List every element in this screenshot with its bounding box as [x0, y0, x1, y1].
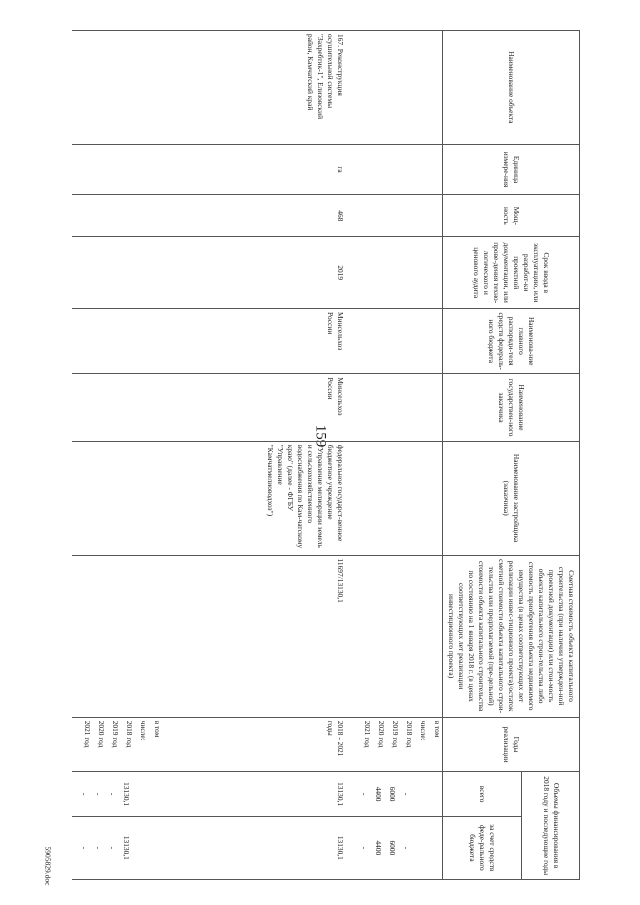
budget-manager-cell: Минсельхоз России — [162, 309, 348, 374]
years-cell: 2018 - 2021 годы — [162, 717, 348, 772]
total-value: - — [108, 792, 118, 796]
total-value: 6000 — [388, 786, 398, 802]
year-label: 2021 год — [363, 720, 373, 748]
federal-value — [411, 820, 425, 876]
total-value: - — [80, 792, 90, 796]
year-label: 2019 год — [111, 720, 121, 748]
federal-value: 13130,1 — [122, 835, 132, 860]
year-label: 2020 год — [97, 720, 107, 748]
year-label: 2018 год — [125, 720, 135, 748]
total-value — [145, 775, 159, 812]
federal-value — [425, 820, 439, 876]
federal-value: 4400 — [374, 840, 384, 856]
federal-value — [131, 820, 145, 876]
total-breakdown — [348, 772, 443, 816]
total-value: 13130,1 — [122, 782, 132, 807]
federal-value: - — [402, 846, 412, 850]
customer-cell: Минсельхоз России — [162, 374, 348, 441]
federal-breakdown — [348, 816, 443, 879]
federal-cell: 13130,1 — [162, 816, 348, 879]
col-funding-total: всего — [443, 772, 522, 816]
investment-objects-table — [72, 30, 580, 880]
page-number: 159 — [312, 424, 329, 448]
col-funding-federal: за счет средств феде-рального бюджета — [443, 816, 522, 879]
rotated-table-frame — [70, 30, 580, 880]
federal-value — [145, 820, 159, 876]
year-label: 2021 год — [83, 720, 93, 748]
unit-cell: га — [162, 144, 348, 195]
table-row-previous-continuation — [348, 31, 443, 880]
federal-value: - — [360, 846, 370, 850]
col-object-name: Наименование объекта — [443, 31, 580, 145]
year-label: 2020 год — [377, 720, 387, 748]
federal-value: 6000 — [388, 840, 398, 856]
year-label: в том — [153, 720, 163, 738]
col-commissioning: Срок ввода в эксплуатацию, или разработ-ки проектной документации, или прове-дения техно-логического и ценового аудита — [443, 237, 580, 309]
total-value: - — [402, 792, 412, 796]
total-breakdown — [72, 772, 162, 816]
col-unit: Единица измере-ния — [443, 144, 580, 195]
col-capacity: Мощ-ность — [443, 195, 580, 237]
total-cell: 13130,1 — [162, 772, 348, 816]
federal-value: - — [108, 846, 118, 850]
header-row-group — [522, 31, 580, 880]
estimated-cost-cell: 11697/13130,1 — [162, 555, 348, 717]
table-row-167 — [162, 31, 348, 880]
object-name-cell — [162, 31, 348, 145]
year-label: числе: — [419, 720, 429, 741]
year-label: 2018 год — [405, 720, 415, 748]
row-number: 167. — [336, 34, 346, 47]
years-breakdown — [72, 717, 162, 772]
col-developer: Наименование застройщика (заказчика) — [443, 441, 580, 555]
years-breakdown — [348, 717, 443, 772]
capacity-cell: 468 — [162, 195, 348, 237]
year-label: в том — [433, 720, 443, 738]
federal-value: - — [80, 846, 90, 850]
year-label: числе: — [139, 720, 149, 741]
table-container — [70, 30, 580, 880]
total-value: 4400 — [374, 786, 384, 802]
total-value — [425, 775, 439, 812]
year-label: 2019 год — [391, 720, 401, 748]
commissioning-cell: 2019 — [162, 237, 348, 309]
col-customer: Наименование государствен-ного заказчика — [443, 374, 580, 441]
col-funding-group: Объемы финансирования в 2018 году и последующие годы — [522, 772, 580, 880]
total-value: - — [94, 792, 104, 796]
federal-value: - — [94, 846, 104, 850]
total-value — [131, 775, 145, 812]
col-estimated-cost: Сметная стоимость объекта капитального строительства (при наличии утвержден-ной проектной документации) или стои-мость объекта капитального строи-тельства либо стоимость приобретения объекта недвижимого имущества (в ценах соответствующих лет реализации инвес-тиционного проекта)/остаток сметной стоимости объекта капитального строи-тельства или предполагаемой (пре-дельной) стоимости объекта капитального строительства по состоянию на 1 января 2018 г. (в ценах соответствующих лет реализации инвестиционного проекта) — [443, 555, 580, 717]
footer-docid: 5905829.doc — [43, 846, 53, 886]
table-row-167-breakdown — [72, 31, 162, 880]
col-budget-manager: Наименова-ние главного распоряди-теля средств федераль-ного бюджета — [443, 309, 580, 374]
total-value — [411, 775, 425, 812]
object-name: Реконструкция осушительной системы "Захребтик-1", Елизовский район, Камчатский край — [306, 34, 346, 120]
federal-breakdown — [72, 816, 162, 879]
developer-cell: федеральное государст-венное бюджетное учреждение "Управление мелиорации земель и сельскохозяйственного водоснабжения по Кам-чатскому краю" (далее - ФГБУ "Управление "Камчатмелиоводхоз") — [162, 441, 348, 555]
total-value: - — [360, 792, 370, 796]
col-years: Годы реализации — [443, 717, 580, 772]
